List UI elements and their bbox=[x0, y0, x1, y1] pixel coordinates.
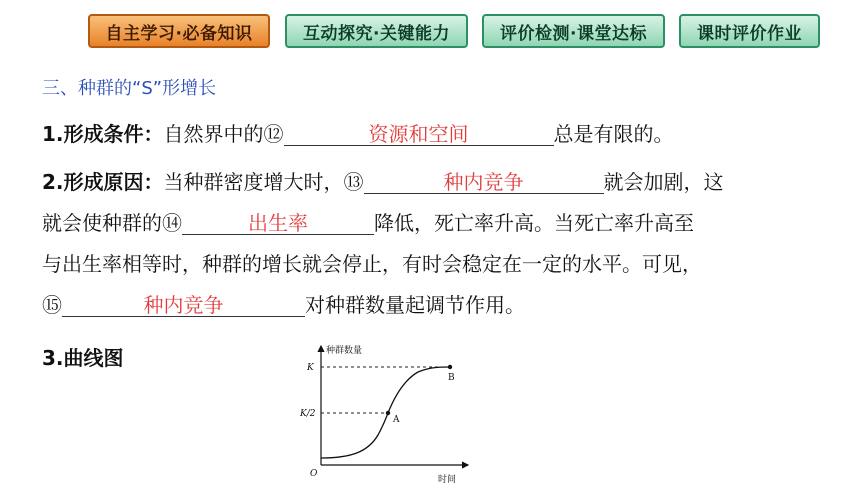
answer-blank-12: 资源和空间 bbox=[284, 123, 554, 146]
item-1-post: 总是有限的。 bbox=[553, 122, 674, 146]
k2-label: K/2 bbox=[300, 409, 316, 419]
point-a-marker bbox=[386, 411, 390, 415]
point-b-marker bbox=[448, 365, 452, 369]
item-2-line-4 bbox=[42, 289, 525, 318]
item-1-pre: 自然界中的 bbox=[163, 122, 264, 146]
item-2-label: 2.形成原因： bbox=[42, 170, 164, 194]
item-2-line-1 bbox=[42, 166, 724, 195]
tab-homework[interactable]: 课时评价作业 bbox=[679, 14, 820, 48]
x-axis-label: 时间 bbox=[438, 475, 457, 485]
item-2-line-2-pre: 就会使种群的 bbox=[42, 211, 162, 235]
s-curve-diagram bbox=[296, 340, 476, 486]
blank-number-13: ⑬ bbox=[343, 170, 364, 194]
answer-blank-14: 出生率 bbox=[182, 212, 374, 235]
item-2-line-2 bbox=[42, 207, 694, 236]
item-1-label: 1.形成条件： bbox=[42, 122, 164, 146]
k-label: K bbox=[307, 363, 314, 373]
y-axis-label: 种群数量 bbox=[326, 346, 363, 356]
item-2-line-4-post: 对种群数量起调节作用。 bbox=[305, 293, 525, 317]
section-title: 三、种群的“S”形增长 bbox=[42, 78, 217, 99]
tab-self-study[interactable]: 自主学习·必备知识 bbox=[88, 14, 270, 48]
point-a-label: A bbox=[393, 415, 400, 425]
section-tab-bar bbox=[0, 14, 860, 54]
item-2-line-2-post: 降低，死亡率升高。当死亡率升高至 bbox=[374, 211, 694, 235]
item-3-label: 3.曲线图 bbox=[42, 346, 124, 370]
blank-number-12: ⑫ bbox=[263, 122, 284, 146]
item-2-line-3-text: 与出生率相等时，种群的增长就会停止，有时会稳定在一定的水平。可见， bbox=[42, 252, 702, 276]
item-3-line bbox=[42, 342, 124, 371]
answer-blank-15: 种内竞争 bbox=[62, 294, 305, 317]
item-1-line bbox=[42, 118, 674, 147]
tab-evaluation-test[interactable]: 评价检测·课堂达标 bbox=[482, 14, 665, 48]
item-2-pre: 当种群密度增大时， bbox=[163, 170, 344, 194]
item-2-post-1: 就会加剧，这 bbox=[603, 170, 724, 194]
origin-label: O bbox=[310, 469, 318, 479]
blank-number-14: ⑭ bbox=[162, 211, 182, 235]
blank-number-15: ⑮ bbox=[42, 293, 62, 317]
item-2-line-3 bbox=[42, 248, 702, 277]
answer-blank-13: 种内竞争 bbox=[364, 171, 604, 194]
point-b-label: B bbox=[448, 373, 455, 383]
tab-interactive-inquiry[interactable]: 互动探究·关键能力 bbox=[285, 14, 468, 48]
